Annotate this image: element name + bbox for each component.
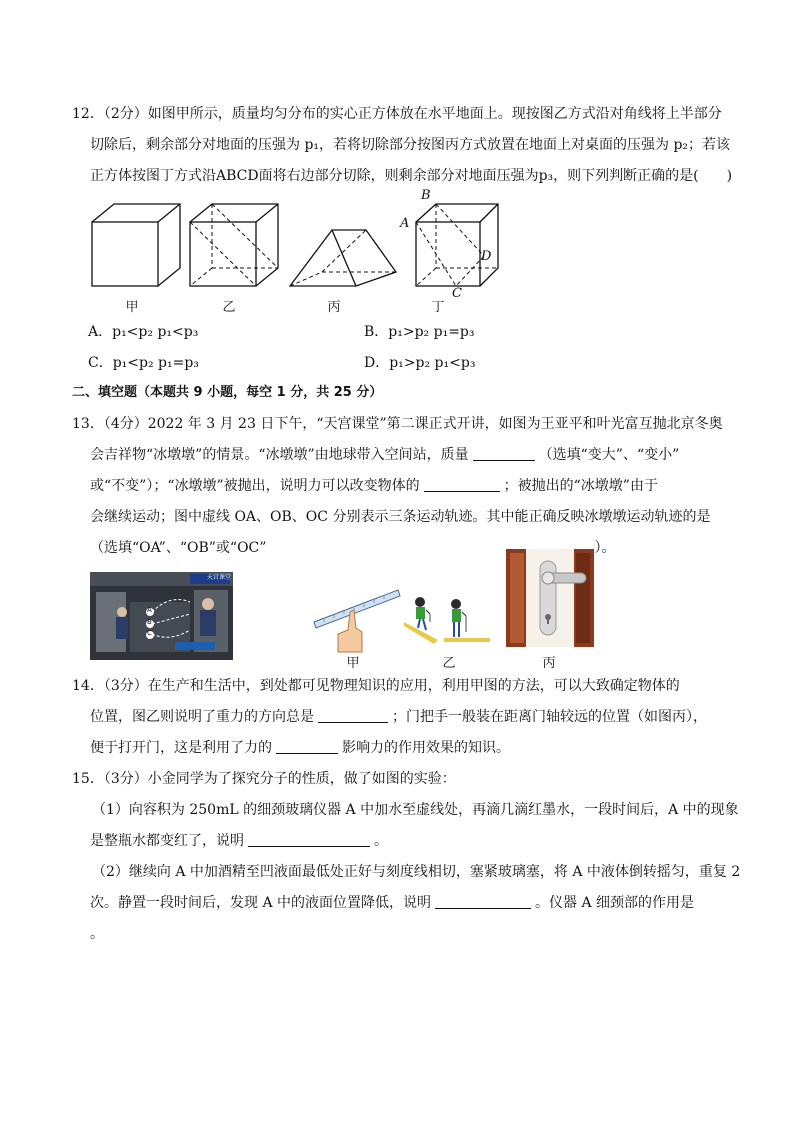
fig-caption-ding: 丁 bbox=[431, 300, 445, 315]
photo-label-c: C bbox=[147, 629, 152, 637]
q15-line6: 。 bbox=[90, 926, 104, 942]
section-title: 二、填空题（本题共 9 小题，每空 1 分，共 25 分） bbox=[72, 385, 383, 400]
q15-line4: （2）继续向 A 中加酒精至凹液面最低处正好与刻度线相切，塞紧玻璃塞，将 A 中液体倒转摇匀，重复 2 bbox=[92, 864, 741, 880]
q15-line3-tail: 。 bbox=[374, 833, 388, 849]
q13-blank-1[interactable] bbox=[473, 446, 535, 461]
q13-line5-text: （选填“OA”、“OB”或“OC” bbox=[90, 540, 267, 556]
q13-line1: 13．（4分）2022 年 3 月 23 日下午，“天宫课堂”第二课正式开讲，如图为王亚平和叶光富互抛北京冬奥 bbox=[72, 416, 723, 432]
q14-caption-bing: 丙 bbox=[542, 656, 556, 671]
q15-line5-text: 次。静置一段时间后，发现 A 中的液面位置降低，说明 bbox=[90, 895, 432, 911]
cube-figure-yi bbox=[186, 200, 282, 290]
q14-line2 bbox=[90, 707, 707, 727]
q15-line3-text: 是整瓶水都变红了，说明 bbox=[90, 833, 244, 849]
fig-caption-bing: 丙 bbox=[327, 300, 341, 315]
q14-caption-yi: 乙 bbox=[442, 656, 456, 671]
q13-line4: 会继续运动；图中虚线 OA、OB、OC 分别表示三条运动轨迹。其中能正确反映冰墩墩运动轨迹的是 bbox=[90, 509, 711, 525]
cube-figure-ding bbox=[412, 198, 504, 294]
photo-label-a: A bbox=[147, 606, 152, 614]
choice-b[interactable]: B．p₁>p₂ p₁=p₃ bbox=[364, 324, 475, 340]
q12-line1: 12．（2分）如图甲所示，质量均匀分布的实心正方体放在水平地面上。现按图乙方式沿对角线将上半部分 bbox=[72, 106, 722, 122]
q15-line5 bbox=[90, 893, 694, 913]
q12-line2: 切除后，剩余部分对地面的压强为 p₁，若将切除部分按图丙方式放置在地面上对桌面的压强为 p₂；若该 bbox=[90, 137, 731, 153]
q14-line2-tail: ；门把手一般装在距离门轴较远的位置（如图丙）， bbox=[392, 709, 707, 725]
q14-line3 bbox=[90, 738, 510, 758]
q15-line2: （1）向容积为 250mL 的细颈玻璃仪器 A 中加水至虚线处，再滴几滴红墨水，一段时间后，A 中的现象 bbox=[92, 802, 739, 818]
q14-line1: 14．（3分）在生产和生活中，到处都可见物理知识的应用，利用甲图的方法，可以大致确定物体的 bbox=[72, 678, 680, 694]
choice-a[interactable]: A．p₁<p₂ p₁<p₃ bbox=[88, 324, 199, 340]
corner-label-a: A bbox=[400, 216, 410, 231]
q12-line3: 正方体按图丁方式沿ABCD面将右边部分切除，则剩余部分对地面压强为p₃，则下列判断正确的是( ) bbox=[90, 168, 733, 184]
q13-line5-tail: ）。 bbox=[594, 540, 616, 556]
q13-line2-text: 会吉祥物“冰墩墩”的情景。“冰墩墩”由地球带入空间站，质量 bbox=[90, 447, 469, 463]
cube-figure-jia bbox=[88, 200, 184, 290]
door-handle-figure bbox=[506, 549, 594, 647]
corner-label-b: B bbox=[421, 188, 431, 203]
choice-d[interactable]: D．p₁>p₂ p₁<p₃ bbox=[364, 355, 476, 371]
prism-figure-bing bbox=[286, 222, 398, 292]
photo-label-b: B bbox=[147, 618, 152, 626]
q13-line2 bbox=[90, 445, 679, 465]
photo-banner: 天宫课堂 bbox=[207, 574, 232, 581]
choice-c[interactable]: C．p₁<p₂ p₁=p₃ bbox=[88, 355, 199, 371]
q14-line2-text: 位置，图乙则说明了重力的方向总是 bbox=[90, 709, 314, 725]
corner-label-c: C bbox=[452, 286, 462, 301]
q14-blank-1[interactable] bbox=[318, 708, 388, 723]
q13-line3-tail: ；被抛出的“冰墩墩”由于 bbox=[503, 478, 658, 494]
q13-line2-tail: （选填“变大”、“变小” bbox=[538, 447, 680, 463]
q13-line3 bbox=[90, 476, 658, 496]
q15-line5-tail: 。仪器 A 细颈部的作用是 bbox=[535, 895, 695, 911]
q14-caption-jia: 甲 bbox=[346, 656, 360, 671]
q13-line3-text: 或“不变”）；“冰墩墩”被抛出，说明力可以改变物体的 bbox=[90, 478, 420, 494]
ruler-finger-figure bbox=[310, 588, 402, 654]
fig-caption-yi: 乙 bbox=[222, 300, 236, 315]
q14-line3-text: 便于打开门，这是利用了力的 bbox=[90, 740, 272, 756]
plumb-line-figure bbox=[404, 592, 490, 648]
q14-blank-2[interactable] bbox=[276, 739, 338, 754]
q15-line3 bbox=[90, 831, 388, 851]
q15-blank-2[interactable] bbox=[435, 894, 531, 909]
q13-blank-2[interactable] bbox=[424, 477, 500, 492]
corner-label-d: D bbox=[481, 249, 492, 264]
q15-line1: 15．（3分）小金同学为了探究分子的性质，做了如图的实验： bbox=[72, 771, 456, 787]
fig-caption-jia: 甲 bbox=[125, 300, 139, 315]
q14-line3-tail: 影响力的作用效果的知识。 bbox=[342, 740, 510, 756]
tiangong-photo bbox=[90, 572, 233, 660]
q15-blank-1[interactable] bbox=[248, 832, 370, 847]
